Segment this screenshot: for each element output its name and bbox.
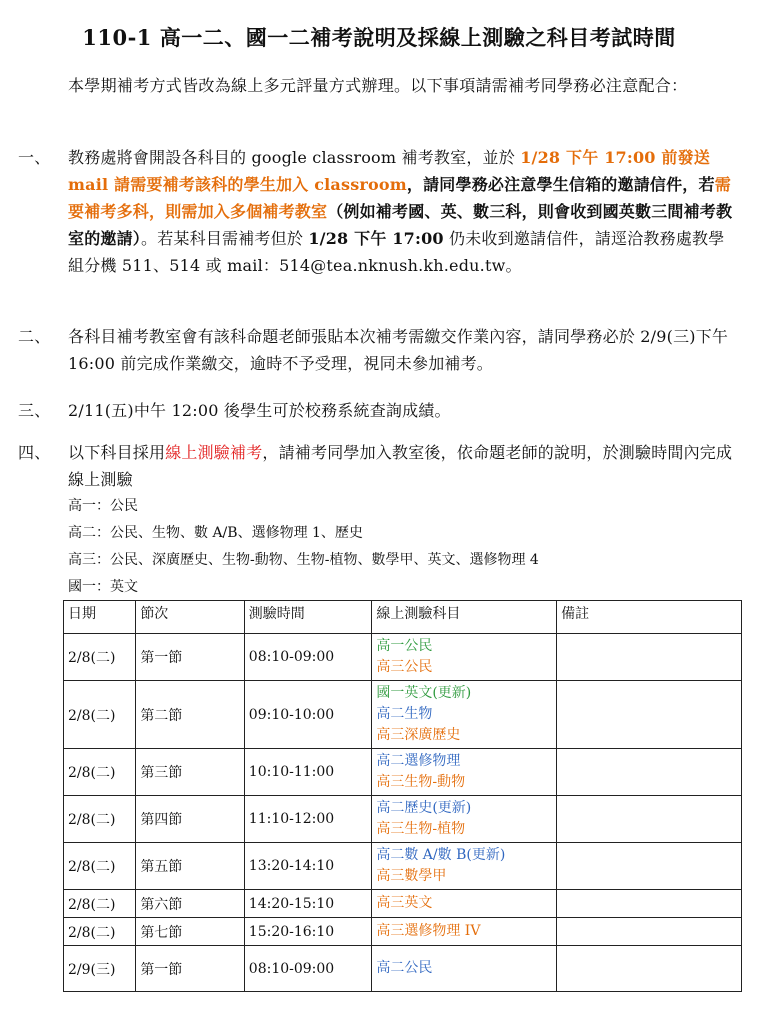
cell-period: 第五節	[136, 843, 244, 890]
subject-list-line: 高一：公民	[68, 498, 138, 514]
cell-subjects	[372, 749, 557, 796]
text-segment: 1/28 下午 17:00	[308, 229, 444, 248]
subject-entry: 高二生物	[376, 706, 433, 722]
table-header-row	[64, 601, 742, 634]
subject-list-line: 高三：公民、深廣歷史、生物-動物、生物-植物、數學甲、英文、選修物理 4	[68, 552, 539, 568]
subject-entry: 高二歷史(更新)	[376, 800, 472, 816]
text-segment: 2/11(五)中午 12:00 後學生可於校務系統查詢成績。	[68, 401, 451, 420]
cell-subjects	[372, 796, 557, 843]
cell-date: 2/8(二)	[64, 890, 136, 918]
table-row	[64, 918, 742, 946]
item-body	[68, 323, 740, 377]
cell-date: 2/8(二)	[64, 918, 136, 946]
subject-entry: 高三英文	[376, 895, 433, 911]
text-segment: 各科目補考教室會有該科命題老師張貼本次補考需繳交作業內容，請同學務必於 2/9(三)下午 16:00 前完成作業繳交，逾時不予受理，視同未參加補考。	[68, 327, 729, 373]
intro-paragraph: 本學期補考方式皆改為線上多元評量方式辦理。以下事項請需補考同學務必注意配合：	[68, 76, 688, 95]
text-segment: 1/28 下午 17:00 前發送 mail 請需要補考該科的學生加入 classroom	[68, 148, 711, 194]
header-date: 日期	[64, 601, 136, 634]
cell-period: 第一節	[136, 946, 244, 992]
cell-time: 08:10-09:00	[244, 946, 372, 992]
item-body	[68, 144, 740, 279]
cell-time: 15:20-16:10	[244, 918, 372, 946]
text-segment: 需要補考多科，則需加入多個補考教室	[68, 175, 731, 221]
subject-entry: 高三深廣歷史	[376, 727, 461, 743]
text-segment: 線上測驗補考	[165, 443, 263, 462]
item-body	[68, 397, 740, 424]
subject-entry: 高二選修物理	[376, 753, 461, 769]
cell-note	[557, 681, 742, 749]
cell-date: 2/9(三)	[64, 946, 136, 992]
table-row	[64, 890, 742, 918]
cell-subjects	[372, 634, 557, 681]
cell-period: 第三節	[136, 749, 244, 796]
cell-date: 2/8(二)	[64, 796, 136, 843]
cell-subjects	[372, 918, 557, 946]
cell-time: 08:10-09:00	[244, 634, 372, 681]
cell-period: 第七節	[136, 918, 244, 946]
item-number: 三、	[18, 401, 51, 420]
table-row	[64, 681, 742, 749]
cell-period: 第四節	[136, 796, 244, 843]
cell-date: 2/8(二)	[64, 634, 136, 681]
item-number: 一、	[18, 148, 51, 167]
cell-note	[557, 634, 742, 681]
table-row	[64, 634, 742, 681]
cell-period: 第一節	[136, 634, 244, 681]
subject-list-line: 高二：公民、生物、數 A/B、選修物理 1、歷史	[68, 525, 363, 541]
text-segment: 教務處將會開設各科目的 google classroom 補考教室，並於	[68, 148, 521, 167]
cell-time: 14:20-15:10	[244, 890, 372, 918]
header-time: 測驗時間	[244, 601, 372, 634]
cell-subjects	[372, 843, 557, 890]
subject-entry: 高二數 A/數 B(更新)	[376, 847, 506, 863]
cell-time: 11:10-12:00	[244, 796, 372, 843]
text-segment: 。若某科目需補考但於	[141, 229, 309, 248]
text-segment: 以下科目採用	[68, 443, 166, 462]
subject-entry: 高三公民	[376, 659, 433, 675]
cell-period: 第二節	[136, 681, 244, 749]
subject-entry: 高三生物-植物	[376, 821, 466, 837]
text-segment: （例如補考國、英、數三科，則會收到國英數三間補考教室的邀請）	[68, 202, 733, 248]
document-title: 110-1 高一二、國一二補考說明及採線上測驗之科目考試時間	[82, 25, 676, 50]
subject-entry: 高二公民	[376, 960, 433, 976]
table-row	[64, 749, 742, 796]
item-number: 四、	[18, 443, 51, 462]
cell-note	[557, 918, 742, 946]
cell-date: 2/8(二)	[64, 749, 136, 796]
subject-list	[68, 493, 539, 601]
table-row	[64, 946, 742, 992]
subject-list-line: 國一：英文	[68, 579, 138, 595]
header-notes: 備註	[557, 601, 742, 634]
cell-note	[557, 749, 742, 796]
exam-schedule-table	[63, 600, 742, 992]
text-segment: ，請同學務必注意學生信箱的邀請信件，若	[406, 175, 715, 194]
subject-entry: 高三數學甲	[376, 868, 447, 884]
subject-entry: 高三選修物理 IV	[376, 923, 481, 939]
cell-subjects	[372, 681, 557, 749]
table-row	[64, 843, 742, 890]
cell-time: 13:20-14:10	[244, 843, 372, 890]
header-subjects: 線上測驗科目	[372, 601, 557, 634]
table-row	[64, 796, 742, 843]
cell-time: 09:10-10:00	[244, 681, 372, 749]
cell-time: 10:10-11:00	[244, 749, 372, 796]
cell-subjects	[372, 890, 557, 918]
subject-entry: 高一公民	[376, 638, 433, 654]
text-segment: 仍未收到邀請信件，請逕洽教務處教學組分機 511、514 或 mail：514@tea.nknush.kh.edu.tw。	[68, 229, 725, 275]
cell-note	[557, 890, 742, 918]
cell-subjects	[372, 946, 557, 992]
subject-entry: 國一英文(更新)	[376, 685, 472, 701]
text-segment: ，請補考同學加入教室後，依命題老師的說明，於測驗時間內完成線上測驗	[68, 443, 733, 489]
cell-date: 2/8(二)	[64, 843, 136, 890]
subject-entry: 高三生物-動物	[376, 774, 466, 790]
item-body	[68, 439, 740, 493]
cell-note	[557, 946, 742, 992]
cell-note	[557, 843, 742, 890]
cell-date: 2/8(二)	[64, 681, 136, 749]
cell-note	[557, 796, 742, 843]
cell-period: 第六節	[136, 890, 244, 918]
header-period: 節次	[136, 601, 244, 634]
item-number: 二、	[18, 327, 51, 346]
